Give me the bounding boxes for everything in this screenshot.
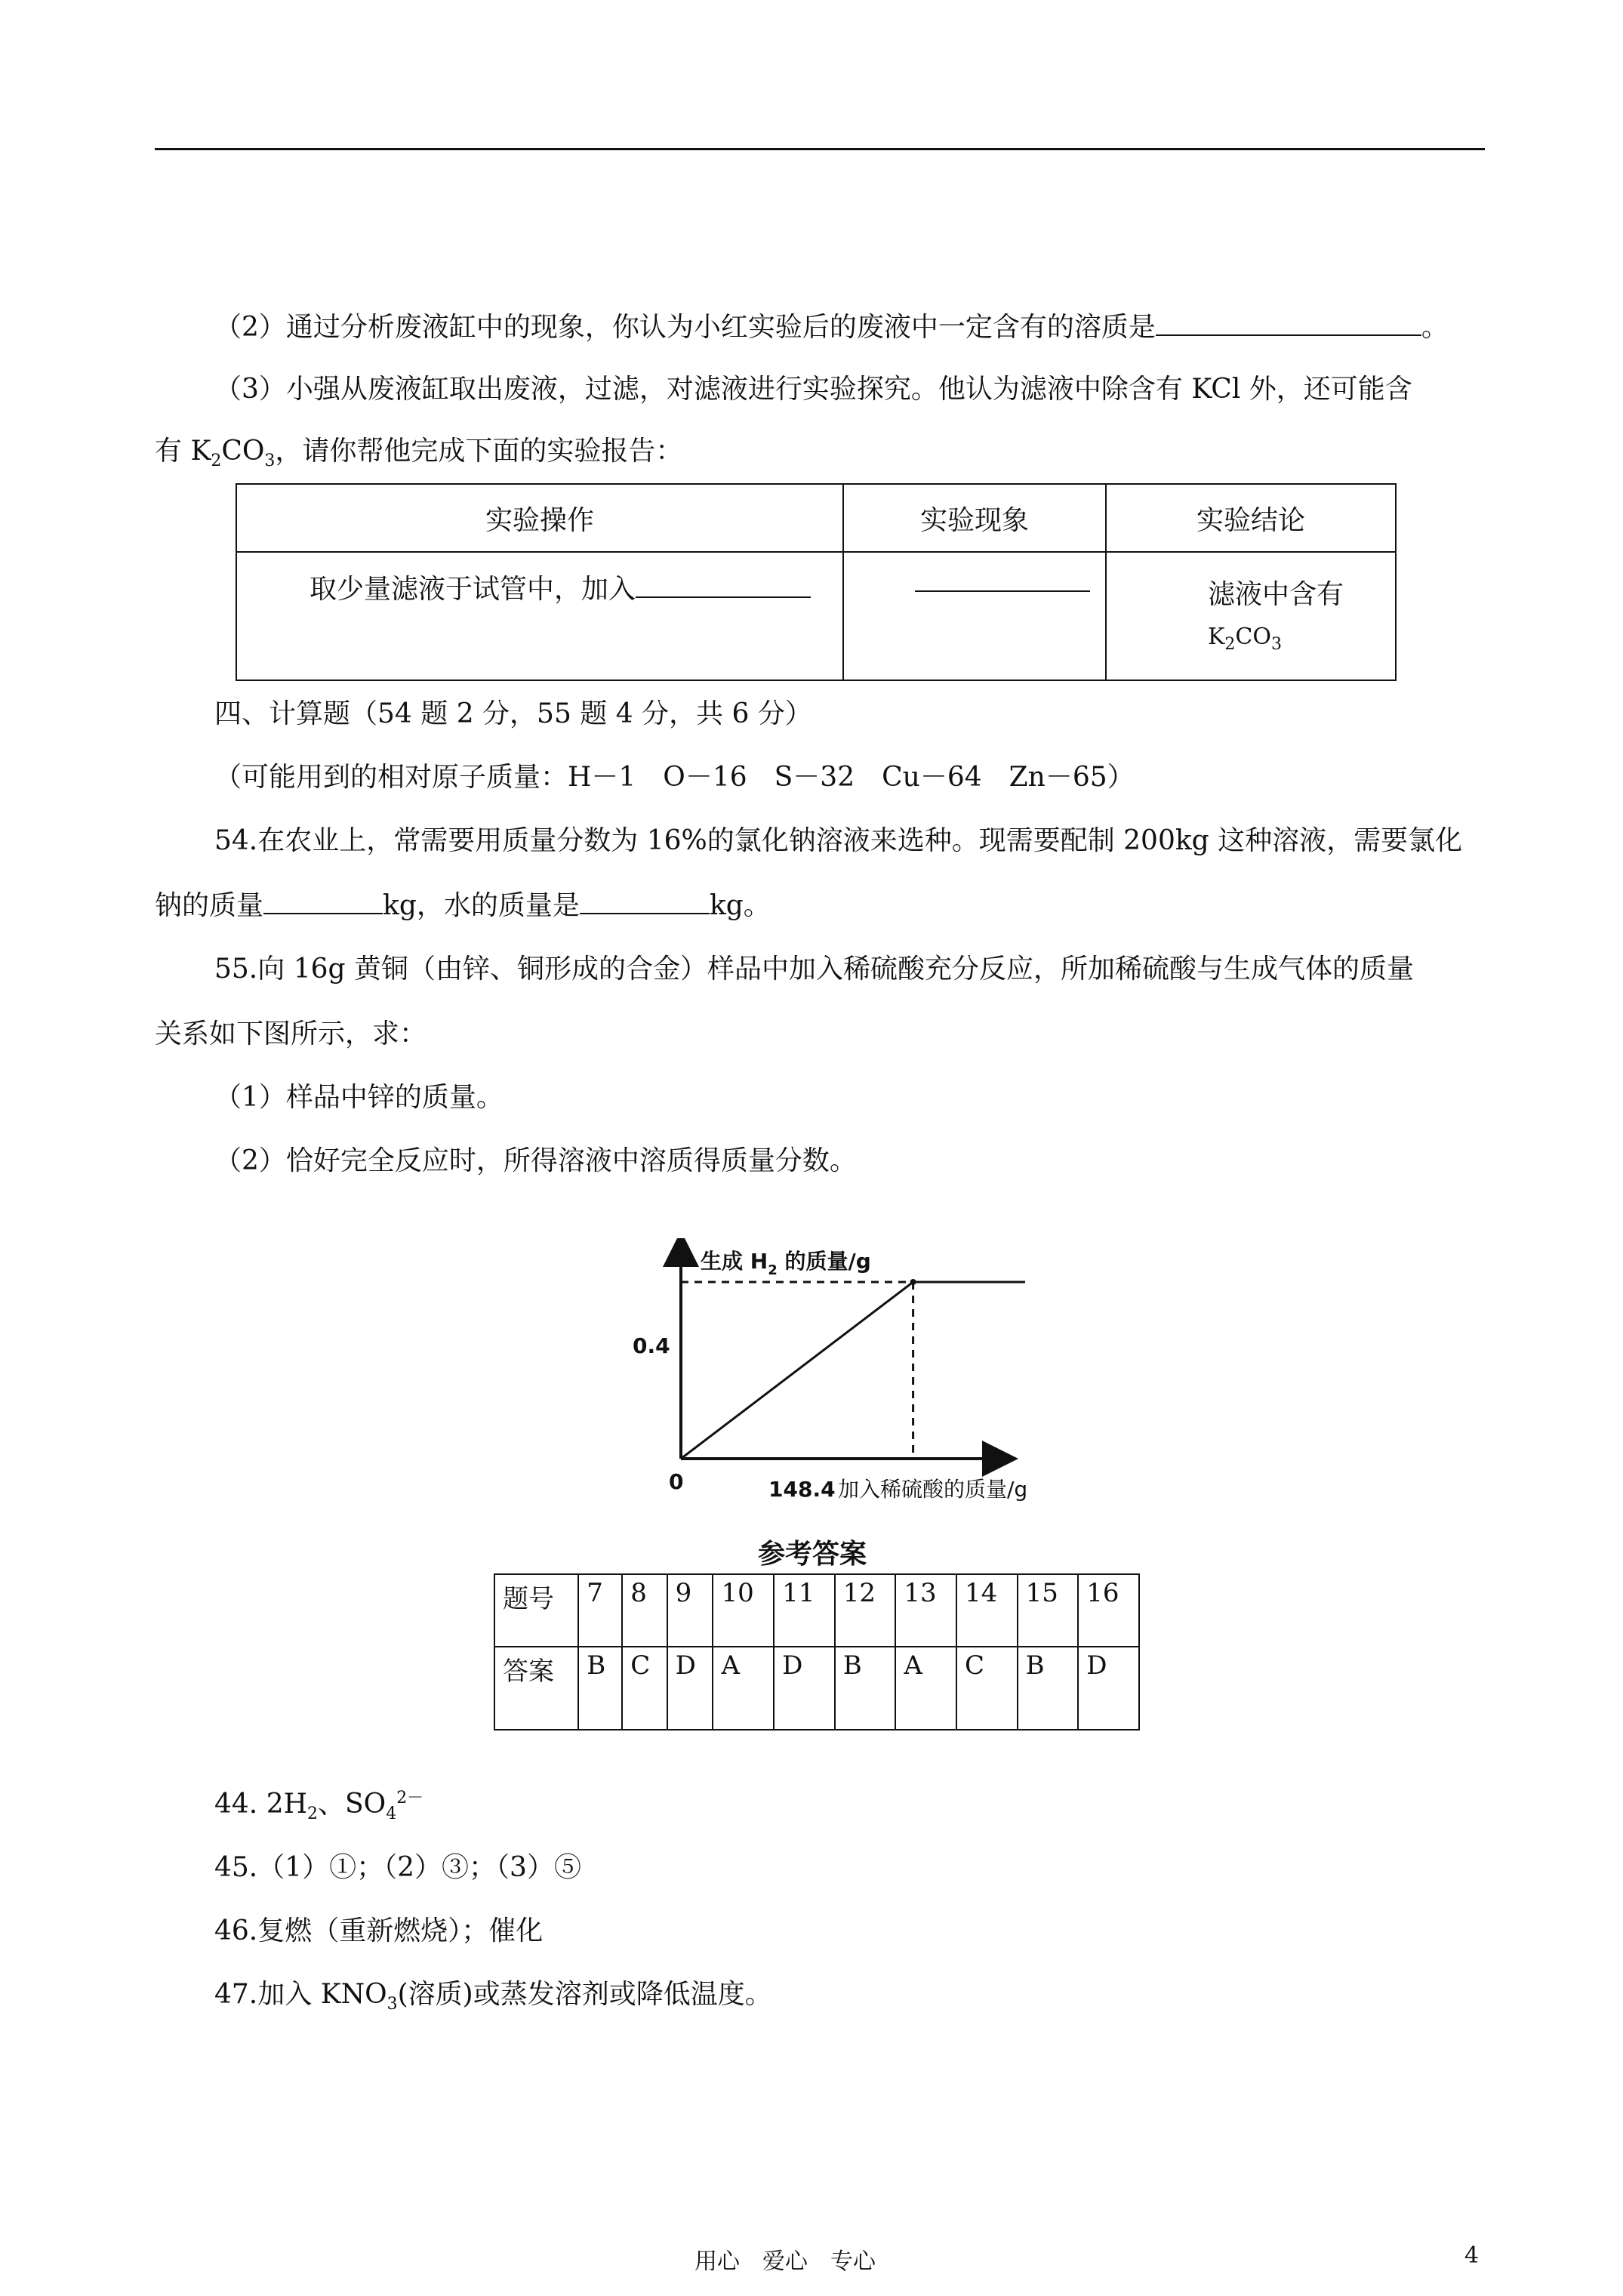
answer-47: 47.加入 $KNO_3$(溶质)或蒸发溶剂或降低温度。 <box>214 1979 772 2014</box>
question-54-line1: 54.在农业上，常需要用质量分数为 16%的氯化钠溶液来选种。现需要配制 200kg 这种溶液，需要氯化 <box>214 825 1463 856</box>
answer-cell: C <box>622 1647 667 1730</box>
answer-cell: D <box>774 1647 835 1730</box>
answer-cell: C <box>956 1647 1018 1730</box>
conclusion-text: 滤液中含有 <box>1208 579 1344 610</box>
answer-cell: D <box>667 1647 713 1730</box>
question-number-row <box>494 1574 1139 1647</box>
y-axis-label: 生成 $H_2$ 的质量/g <box>701 1249 871 1278</box>
question-number-cell: 13 <box>895 1574 956 1647</box>
question-55-sub1: （1）样品中锌的质量。 <box>214 1082 504 1113</box>
conclusion-cell <box>1106 552 1396 680</box>
phenomenon-blank[interactable] <box>915 568 1090 592</box>
header-operation: 实验操作 <box>236 484 843 552</box>
h2-mass-series-line <box>681 1282 1025 1459</box>
section-4-title: 四、计算题（54 题 2 分，55 题 4 分，共 6 分） <box>214 698 812 729</box>
question-3-line2: 有 $K_2CO_3$，请你帮他完成下面的实验报告： <box>155 436 683 471</box>
question-number-cell: 11 <box>774 1574 835 1647</box>
answer-cell: D <box>1078 1647 1139 1730</box>
answer-46: 46.复燃（重新燃烧）；催化 <box>214 1915 544 1946</box>
question-number-cell: 7 <box>578 1574 622 1647</box>
answer-cell: A <box>895 1647 956 1730</box>
conclusion-formula: $K_2CO_3$ <box>1208 624 1282 654</box>
header-rule <box>155 148 1485 150</box>
question-2: （2）通过分析废液缸中的现象，你认为小红实验后的废液中一定含有的溶质是 。 <box>214 312 1449 343</box>
question-number-cell: 8 <box>622 1574 667 1647</box>
header-conclusion: 实验结论 <box>1106 484 1396 552</box>
turning-point <box>910 1279 916 1285</box>
question-55-line1: 55.向 16g 黄铜（由锌、铜形成的合金）样品中加入稀硫酸充分反应，所加稀硫酸与生成气体的质量 <box>214 954 1414 985</box>
x-tick-label: 148.4 <box>768 1477 836 1502</box>
question-number-cell: 9 <box>667 1574 713 1647</box>
nacl-mass-blank[interactable] <box>263 890 383 914</box>
question-number-cell: 12 <box>835 1574 896 1647</box>
question-number-cell: 10 <box>713 1574 774 1647</box>
question-number-cell: 15 <box>1018 1574 1079 1647</box>
operation-cell <box>236 552 843 680</box>
row-label: 题号 <box>494 1574 578 1647</box>
phenomenon-cell <box>843 552 1106 680</box>
answer-cell: A <box>713 1647 774 1730</box>
h2-mass-chart <box>619 1238 1102 1518</box>
page-number: 4 <box>1464 2242 1480 2269</box>
answer-row <box>494 1647 1139 1730</box>
question-number-cell: 16 <box>1078 1574 1139 1647</box>
question-54-line2: 钠的质量 kg，水的质量是 kg。 <box>155 890 771 921</box>
question-2-text: （2）通过分析废液缸中的现象，你认为小红实验后的废液中一定含有的溶质是 <box>214 312 1156 343</box>
water-mass-blank[interactable] <box>580 890 710 914</box>
answer-44: 44. $2H_2$、$SO_4^{2-}$ <box>214 1789 424 1824</box>
answer-cell: B <box>578 1647 622 1730</box>
question-3-line1: （3）小强从废液缸取出废液，过滤，对滤液进行实验探究。他认为滤液中除含有 KCl 外，还可能含 <box>214 374 1412 405</box>
question-number-cell: 14 <box>956 1574 1018 1647</box>
atomic-masses: （可能用到的相对原子质量：H－1 O－16 S－32 Cu－64 Zn－65） <box>214 762 1135 793</box>
answer-cell: B <box>835 1647 896 1730</box>
operation-text: 取少量滤液于试管中，加入 <box>310 574 636 605</box>
header-phenomenon: 实验现象 <box>843 484 1106 552</box>
question-55-sub2: （2）恰好完全反应时，所得溶液中溶质得质量分数。 <box>214 1145 857 1176</box>
answer-45: 45.（1）①；（2）③；（3）⑤ <box>214 1852 581 1883</box>
answer-cell: B <box>1018 1647 1079 1730</box>
experiment-report-table <box>236 483 1397 681</box>
answer-key-table <box>494 1573 1140 1730</box>
footer-motto: 用心 爱心 专心 <box>694 2248 876 2275</box>
question-55-line2: 关系如下图所示，求： <box>155 1019 427 1049</box>
y-tick-label: 0.4 <box>633 1333 670 1358</box>
row-label: 答案 <box>494 1647 578 1730</box>
reagent-blank[interactable] <box>636 574 811 598</box>
answer-key-title: 参考答案 <box>758 1538 867 1570</box>
answer-blank[interactable] <box>1156 312 1421 336</box>
origin-label: 0 <box>669 1469 684 1494</box>
x-axis-label: 加入稀硫酸的质量/g <box>838 1477 1028 1502</box>
